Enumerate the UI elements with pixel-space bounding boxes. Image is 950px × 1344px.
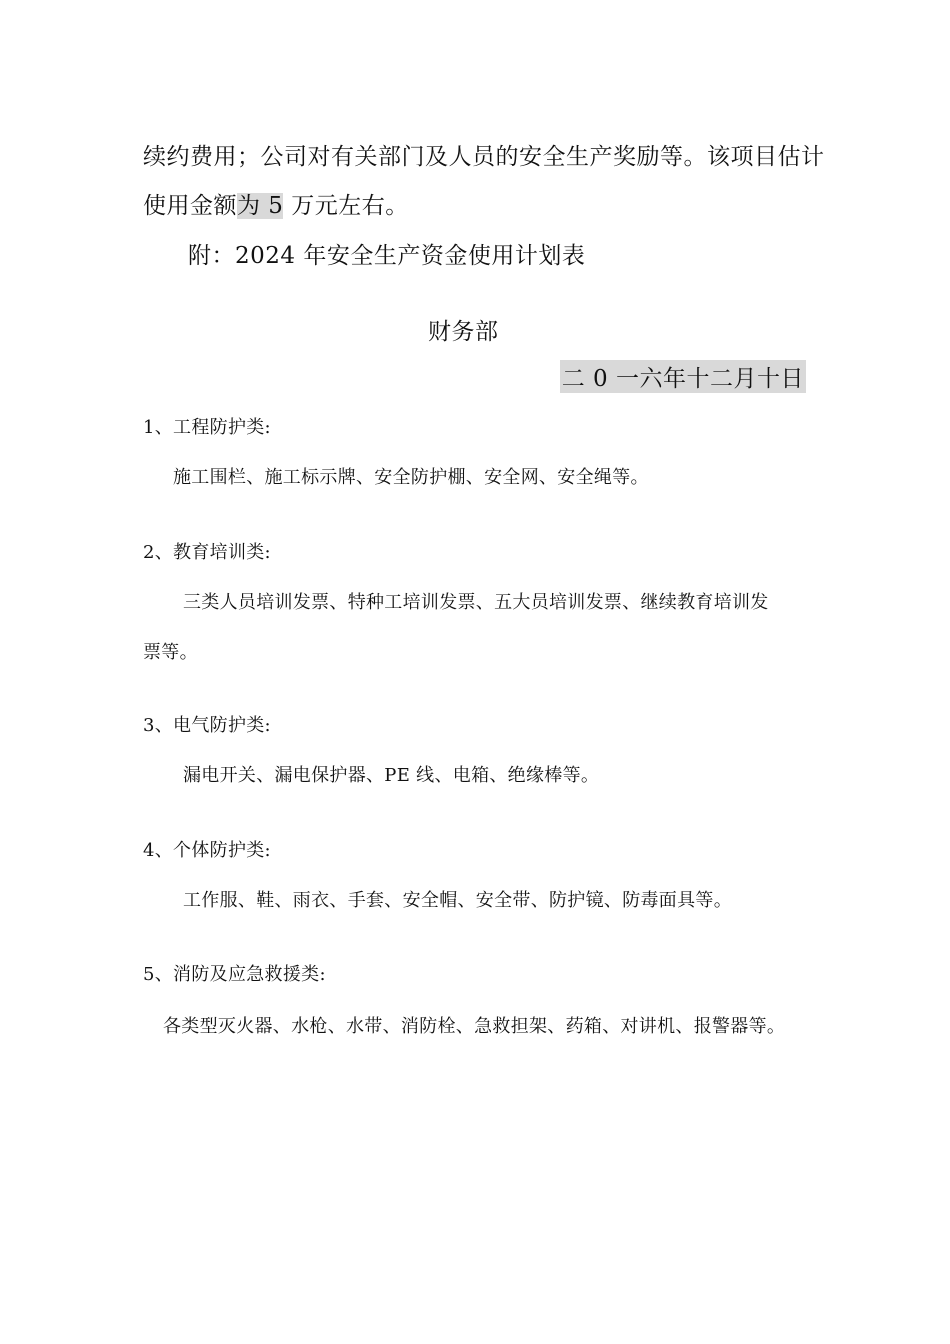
category-heading-3: 3、电气防护类: (143, 715, 271, 736)
amount-highlight: 为 5 (237, 193, 284, 219)
department-signature: 财务部 (428, 319, 499, 345)
category-items-4: 工作服、鞋、雨衣、手套、安全帽、安全带、防护镜、防毒面具等。 (183, 890, 732, 911)
category-items-2: 三类人员培训发票、特种工培训发票、五大员培训发票、继续教育培训发 (183, 592, 769, 613)
category-items-5: 各类型灭火器、水枪、水带、消防栓、急救担架、药箱、对讲机、报警器等。 (163, 1016, 786, 1037)
signature-date: 二 0 一六年十二月十日 (560, 360, 806, 393)
category-items-3: 漏电开关、漏电保护器、PE 线、电箱、绝缘棒等。 (183, 765, 600, 786)
category-heading-4: 4、个体防护类: (143, 840, 271, 861)
category-items-1: 施工围栏、施工标示牌、安全防护棚、安全网、安全绳等。 (173, 467, 649, 488)
category-items-2-continued: 票等。 (143, 642, 198, 663)
intro-line-2-suffix: 万元左右。 (283, 193, 409, 219)
category-heading-1: 1、工程防护类: (143, 417, 271, 438)
attachment-note: 附：2024 年安全生产资金使用计划表 (188, 243, 586, 269)
category-heading-2: 2、教育培训类: (143, 542, 271, 563)
intro-line-2-prefix: 使用金额 (143, 193, 237, 219)
category-heading-5: 5、消防及应急救援类: (143, 964, 326, 985)
intro-line-1: 续约费用；公司对有关部门及人员的安全生产奖励等。该项目估计 (143, 144, 825, 170)
intro-line-2 (143, 187, 409, 220)
